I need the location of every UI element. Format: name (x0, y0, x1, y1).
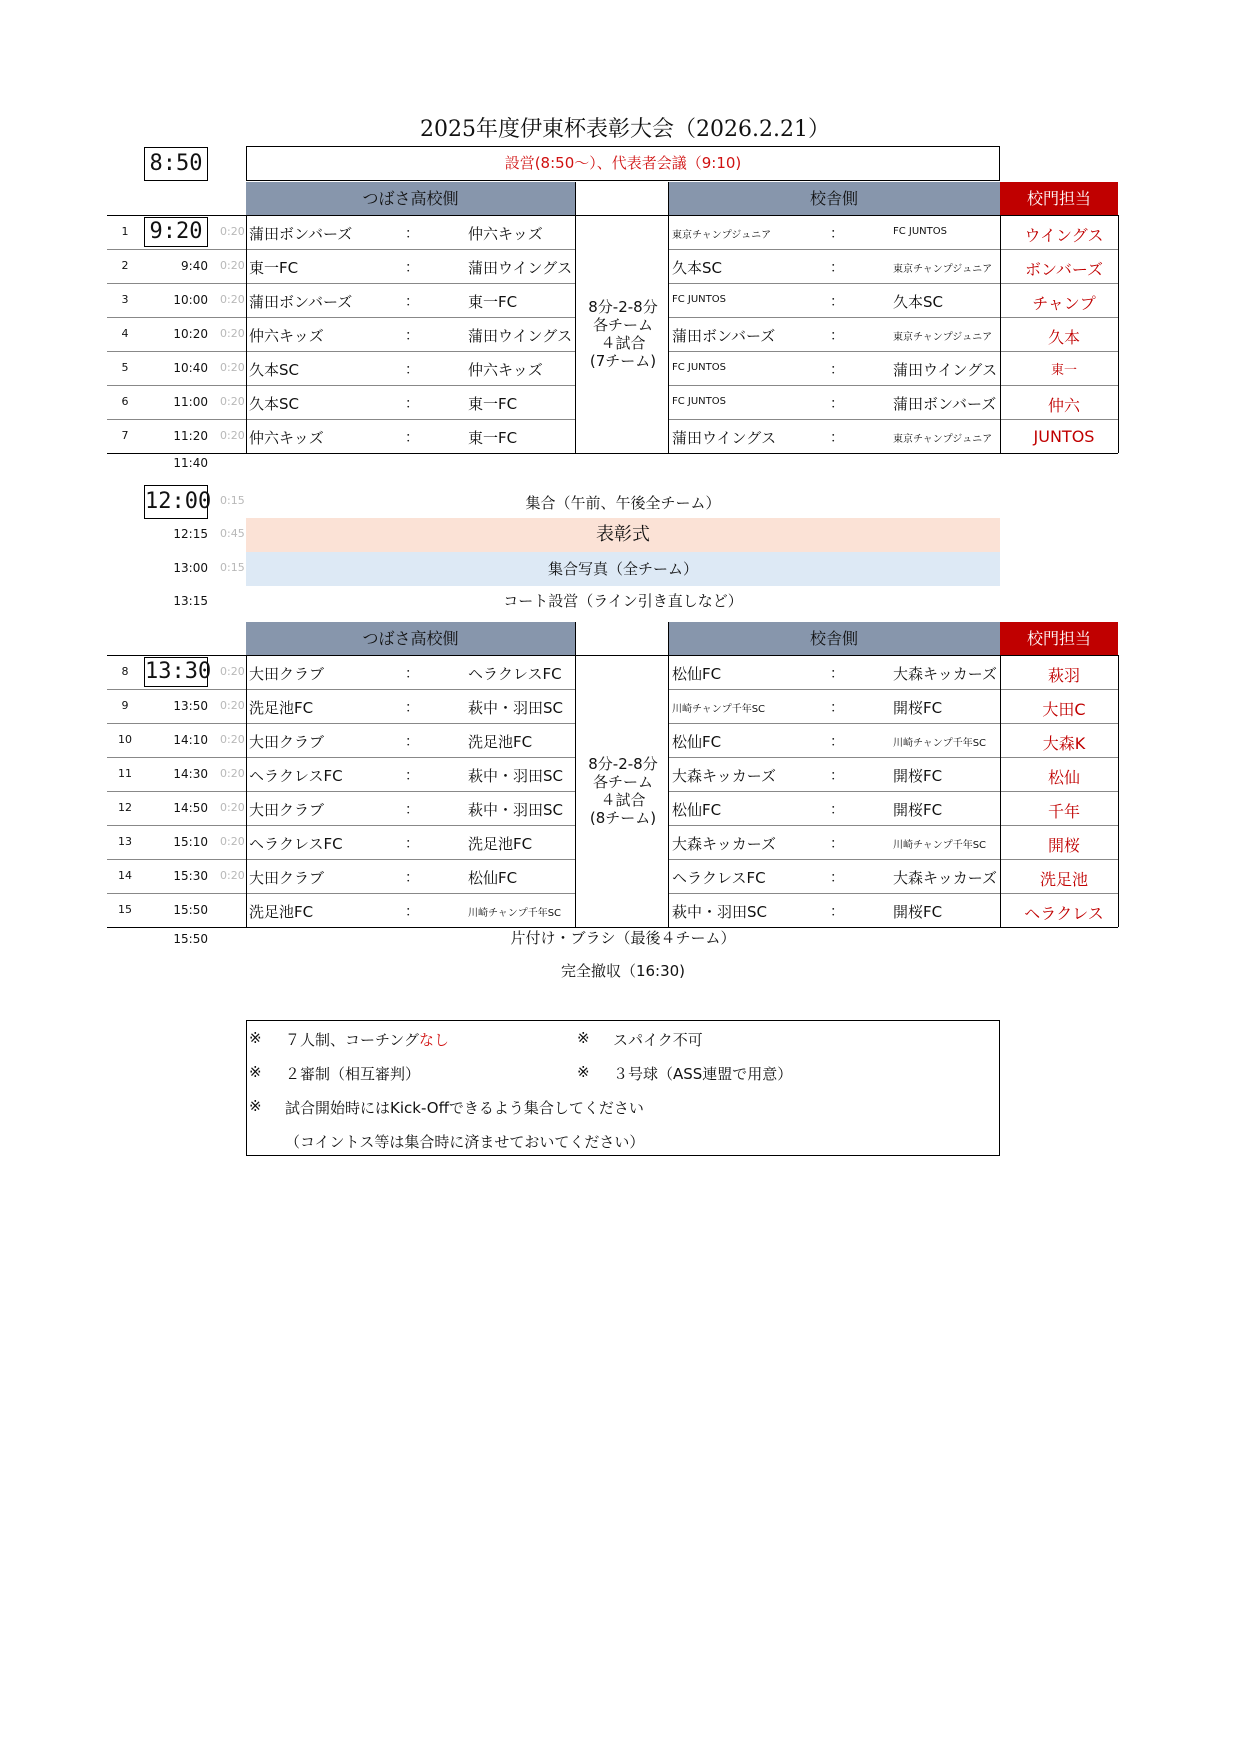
gate-duty: 大田C (1042, 700, 1086, 719)
team-home-right: 松仙FC (672, 801, 722, 819)
note-referee: ２審制（相互審判） (285, 1065, 421, 1083)
cleanup-text: 片付け・ブラシ（最後４チーム） (510, 929, 736, 947)
versus-colon: ： (830, 362, 844, 378)
team-home-left: 東一FC (249, 259, 299, 277)
versus-colon: ： (830, 768, 844, 784)
match-format-line: 8分-2-8分 (588, 298, 658, 316)
row-divider (107, 419, 575, 420)
team-away-left: 松仙FC (468, 869, 518, 887)
match-time: 11:20 (173, 429, 208, 443)
page-title: 2025年度伊東杯表彰大会（2026.2.21） (420, 117, 830, 142)
column-divider (668, 182, 669, 215)
award-time: 12:15 (173, 527, 208, 541)
versus-colon: ： (830, 734, 844, 750)
match-number: 2 (121, 259, 129, 272)
team-home-right: FC JUNTOS (672, 396, 726, 407)
header-tsubasa-side: つばさ高校側 (246, 622, 575, 655)
row-divider (668, 859, 1118, 860)
match-number: 5 (121, 361, 129, 374)
gate-duty: 仲六 (1047, 396, 1080, 415)
team-home-right: FC JUNTOS (672, 294, 726, 305)
row-divider (107, 859, 575, 860)
match-time: 10:00 (173, 293, 208, 307)
note-ball: ３号球（ASS連盟で用意） (613, 1065, 793, 1083)
gate-duty: 千年 (1047, 802, 1080, 821)
row-divider (668, 791, 1118, 792)
match-duration: 0:20 (220, 293, 245, 306)
team-away-left: 東一FC (468, 293, 518, 311)
match-number: 7 (121, 429, 129, 442)
match-number: 12 (118, 801, 132, 814)
team-home-right: 萩中・羽田SC (672, 903, 767, 921)
team-home-right: 松仙FC (672, 665, 722, 683)
row-divider (107, 893, 575, 894)
team-home-left: 蒲田ボンバーズ (249, 225, 353, 243)
team-home-left: 大田クラブ (249, 869, 325, 887)
row-divider (107, 453, 1118, 454)
team-home-left: 仲六キッズ (249, 327, 324, 345)
row-divider (668, 689, 1118, 690)
match-time: 9:20 (144, 217, 208, 247)
team-home-right: 松仙FC (672, 733, 722, 751)
team-away-left: 萩中・羽田SC (468, 767, 563, 785)
match-format-line: (7チーム) (589, 352, 657, 370)
row-divider (668, 249, 1118, 250)
gate-duty: 松仙 (1047, 768, 1080, 787)
team-away-right: 川崎チャンプ千年SC (893, 840, 987, 851)
versus-colon: ： (830, 666, 844, 682)
note-spikes: スパイク不可 (613, 1031, 703, 1049)
award-duration: 0:45 (220, 527, 245, 540)
team-home-right: 蒲田ボンバーズ (672, 327, 776, 345)
row-divider (107, 825, 575, 826)
versus-colon: ： (405, 768, 419, 784)
match-duration: 0:20 (220, 767, 245, 780)
match-number: 6 (121, 395, 129, 408)
versus-colon: ： (830, 294, 844, 310)
team-away-left: 洗足池FC (468, 835, 533, 853)
match-number: 4 (121, 327, 129, 340)
row-divider (668, 757, 1118, 758)
note-coaching-none: なし (418, 1031, 449, 1049)
team-away-left: 蒲田ウイングス (468, 259, 573, 277)
team-home-right: FC JUNTOS (672, 362, 726, 373)
note-mark: ※ (249, 1097, 262, 1115)
court-setup-text: コート設営（ライン引き直しなど） (503, 592, 743, 610)
match-number: 11 (118, 767, 132, 780)
row-divider (668, 351, 1118, 352)
row-divider (668, 723, 1118, 724)
versus-colon: ： (405, 700, 419, 716)
team-home-right: ヘラクレスFC (672, 869, 766, 887)
team-home-left: 蒲田ボンバーズ (249, 293, 353, 311)
team-away-right: 開桜FC (893, 801, 943, 819)
versus-colon: ： (405, 666, 419, 682)
header-gate-duty: 校門担当 (1000, 622, 1118, 655)
gate-duty: JUNTOS (1033, 427, 1095, 446)
row-divider (107, 215, 1118, 216)
versus-colon: ： (830, 226, 844, 242)
note-players-text: ７人制、コーチング (285, 1031, 419, 1049)
match-format-line: 各チーム (592, 773, 653, 791)
match-number: 10 (118, 733, 132, 746)
match-time: 10:40 (173, 361, 208, 375)
team-away-right: 開桜FC (893, 699, 943, 717)
gate-duty: ウイングス (1024, 226, 1104, 245)
column-divider (1000, 655, 1001, 927)
row-divider (668, 283, 1118, 284)
header-school-side: 校舎側 (668, 182, 1000, 215)
row-divider (107, 249, 575, 250)
match-time: 13:50 (173, 699, 208, 713)
team-away-right: 大森キッカーズ (893, 869, 997, 887)
team-away-right: 蒲田ウイングス (893, 361, 998, 379)
photo-duration: 0:15 (220, 561, 245, 574)
row-divider (668, 317, 1118, 318)
versus-colon: ： (830, 328, 844, 344)
match-time: 15:30 (173, 869, 208, 883)
column-divider (575, 182, 576, 215)
versus-colon: ： (830, 802, 844, 818)
versus-colon: ： (405, 904, 419, 920)
gate-duty: 大森K (1042, 734, 1086, 753)
versus-colon: ： (830, 430, 844, 446)
row-divider (107, 351, 575, 352)
versus-colon: ： (830, 870, 844, 886)
match-number: 13 (118, 835, 132, 848)
match-duration: 0:20 (220, 429, 245, 442)
team-home-left: 久本SC (249, 395, 299, 413)
note-mark: ※ (249, 1029, 262, 1047)
versus-colon: ： (405, 226, 419, 242)
match-time: 10:20 (173, 327, 208, 341)
versus-colon: ： (830, 836, 844, 852)
match-format-line: ４試合 (600, 791, 646, 809)
match-duration: 0:20 (220, 395, 245, 408)
match-duration: 0:20 (220, 869, 245, 882)
team-away-right: 東京チャンプジュニア (893, 332, 993, 343)
match-format-line: ４試合 (600, 334, 646, 352)
team-home-left: 大田クラブ (249, 801, 325, 819)
versus-colon: ： (405, 294, 419, 310)
match-time: 14:10 (173, 733, 208, 747)
column-divider (246, 655, 247, 927)
team-away-left: 川崎チャンプ千年SC (468, 908, 562, 919)
match-number: 1 (121, 225, 129, 238)
match-number: 9 (121, 699, 129, 712)
photo-time: 13:00 (173, 561, 208, 575)
team-home-left: 洗足池FC (249, 699, 314, 717)
match-duration: 0:20 (220, 361, 245, 374)
column-divider (575, 622, 576, 655)
gate-duty: 洗足池 (1039, 870, 1088, 889)
match-number: 8 (121, 665, 129, 678)
team-away-left: 仲六キッズ (468, 225, 543, 243)
versus-colon: ： (830, 396, 844, 412)
team-away-left: ヘラクレスFC (468, 665, 562, 683)
team-home-right: 川崎チャンプ千年SC (672, 704, 766, 715)
gate-duty: 萩羽 (1047, 666, 1080, 685)
award-ceremony-banner: 表彰式 (246, 518, 1000, 552)
team-home-left: 仲六キッズ (249, 429, 324, 447)
team-home-left: 洗足池FC (249, 903, 314, 921)
row-divider (668, 893, 1118, 894)
match-time: 15:50 (173, 903, 208, 917)
group-photo-banner: 集合写真（全チーム） (246, 552, 1000, 586)
column-divider (668, 215, 669, 453)
match-duration: 0:20 (220, 699, 245, 712)
match-time: 9:40 (181, 259, 208, 273)
versus-colon: ： (830, 904, 844, 920)
versus-colon: ： (405, 362, 419, 378)
versus-colon: ： (405, 836, 419, 852)
match-number: 14 (118, 869, 132, 882)
court-time: 13:15 (173, 594, 208, 608)
note-mark: ※ (249, 1063, 262, 1081)
match-number: 3 (121, 293, 129, 306)
note-mark: ※ (577, 1063, 590, 1081)
row-divider (107, 385, 575, 386)
team-away-left: 東一FC (468, 429, 518, 447)
team-away-right: FC JUNTOS (893, 226, 947, 237)
match-time: 11:00 (173, 395, 208, 409)
row-divider (107, 283, 575, 284)
team-home-right: 久本SC (672, 259, 722, 277)
match-number: 15 (118, 903, 132, 916)
gather-time: 12:00 (144, 485, 208, 519)
team-away-right: 開桜FC (893, 767, 943, 785)
team-home-right: 大森キッカーズ (672, 767, 776, 785)
gate-duty: チャンプ (1032, 294, 1096, 313)
morning-end-time: 11:40 (173, 456, 208, 470)
team-home-left: 大田クラブ (249, 733, 325, 751)
team-home-left: ヘラクレスFC (249, 767, 343, 785)
team-home-left: ヘラクレスFC (249, 835, 343, 853)
versus-colon: ： (830, 700, 844, 716)
gate-duty: 東一 (1050, 363, 1077, 378)
header-tsubasa-side: つばさ高校側 (246, 182, 575, 215)
setup-banner: 設営(8:50～）、代表者会議（9:10) (246, 146, 1000, 181)
match-time: 13:30 (144, 657, 208, 687)
team-home-right: 大森キッカーズ (672, 835, 776, 853)
match-duration: 0:20 (220, 259, 245, 272)
versus-colon: ： (405, 734, 419, 750)
gate-duty: ヘラクレス (1024, 904, 1104, 923)
versus-colon: ： (405, 396, 419, 412)
column-divider (668, 655, 669, 927)
gate-duty: 開桜 (1047, 836, 1080, 855)
match-duration: 0:20 (220, 733, 245, 746)
match-time: 15:10 (173, 835, 208, 849)
row-divider (107, 317, 575, 318)
team-away-right: 東京チャンプジュニア (893, 434, 993, 445)
note-players (285, 1029, 449, 1050)
note-cointoss: （コイントス等は集合時に済ませておいてください） (285, 1133, 645, 1151)
match-time: 14:30 (173, 767, 208, 781)
team-home-left: 大田クラブ (249, 665, 325, 683)
versus-colon: ： (405, 802, 419, 818)
team-away-left: 萩中・羽田SC (468, 801, 563, 819)
gate-duty: 久本 (1047, 328, 1080, 347)
team-away-right: 蒲田ボンバーズ (893, 395, 997, 413)
versus-colon: ： (405, 260, 419, 276)
row-divider (668, 825, 1118, 826)
row-divider (107, 757, 575, 758)
team-away-right: 東京チャンプジュニア (893, 264, 993, 275)
match-time: 14:50 (173, 801, 208, 815)
match-format-line: 各チーム (592, 316, 653, 334)
column-divider (575, 655, 576, 927)
gather-text: 集合（午前、午後全チーム） (525, 494, 721, 512)
final-text: 完全撤収（16:30) (560, 962, 686, 980)
row-divider (107, 655, 1118, 656)
header-gate-duty: 校門担当 (1000, 182, 1118, 215)
row-divider (668, 419, 1118, 420)
match-duration: 0:20 (220, 327, 245, 340)
match-duration: 0:20 (220, 225, 245, 238)
team-home-right: 東京チャンプジュニア (672, 230, 772, 241)
team-away-left: 仲六キッズ (468, 361, 543, 379)
column-divider (1000, 215, 1001, 453)
row-divider (107, 791, 575, 792)
team-away-right: 大森キッカーズ (893, 665, 997, 683)
match-duration: 0:20 (220, 665, 245, 678)
team-away-left: 東一FC (468, 395, 518, 413)
team-home-left: 久本SC (249, 361, 299, 379)
team-away-left: 洗足池FC (468, 733, 533, 751)
team-away-right: 川崎チャンプ千年SC (893, 738, 987, 749)
match-format-line: 8分-2-8分 (588, 755, 658, 773)
notes-box (246, 1020, 1000, 1156)
gate-duty: ボンバーズ (1024, 260, 1104, 279)
note-mark: ※ (577, 1029, 590, 1047)
row-divider (107, 723, 575, 724)
header-school-side: 校舎側 (668, 622, 1000, 655)
versus-colon: ： (405, 328, 419, 344)
team-away-right: 久本SC (893, 293, 943, 311)
column-divider (668, 622, 669, 655)
column-divider (575, 215, 576, 453)
match-duration: 0:20 (220, 835, 245, 848)
note-kickoff: 試合開始時にはKick-Offできるよう集合してください (285, 1099, 644, 1117)
versus-colon: ： (830, 260, 844, 276)
team-away-right: 開桜FC (893, 903, 943, 921)
versus-colon: ： (405, 870, 419, 886)
versus-colon: ： (405, 430, 419, 446)
team-away-left: 蒲田ウイングス (468, 327, 573, 345)
gather-duration: 0:15 (220, 494, 245, 507)
afternoon-end-time: 15:50 (173, 932, 208, 946)
team-away-left: 萩中・羽田SC (468, 699, 563, 717)
setup-time: 8:50 (144, 147, 208, 181)
match-duration: 0:20 (220, 801, 245, 814)
row-divider (107, 689, 575, 690)
match-format-line: (8チーム) (589, 809, 657, 827)
row-divider (668, 385, 1118, 386)
team-home-right: 蒲田ウイングス (672, 429, 777, 447)
